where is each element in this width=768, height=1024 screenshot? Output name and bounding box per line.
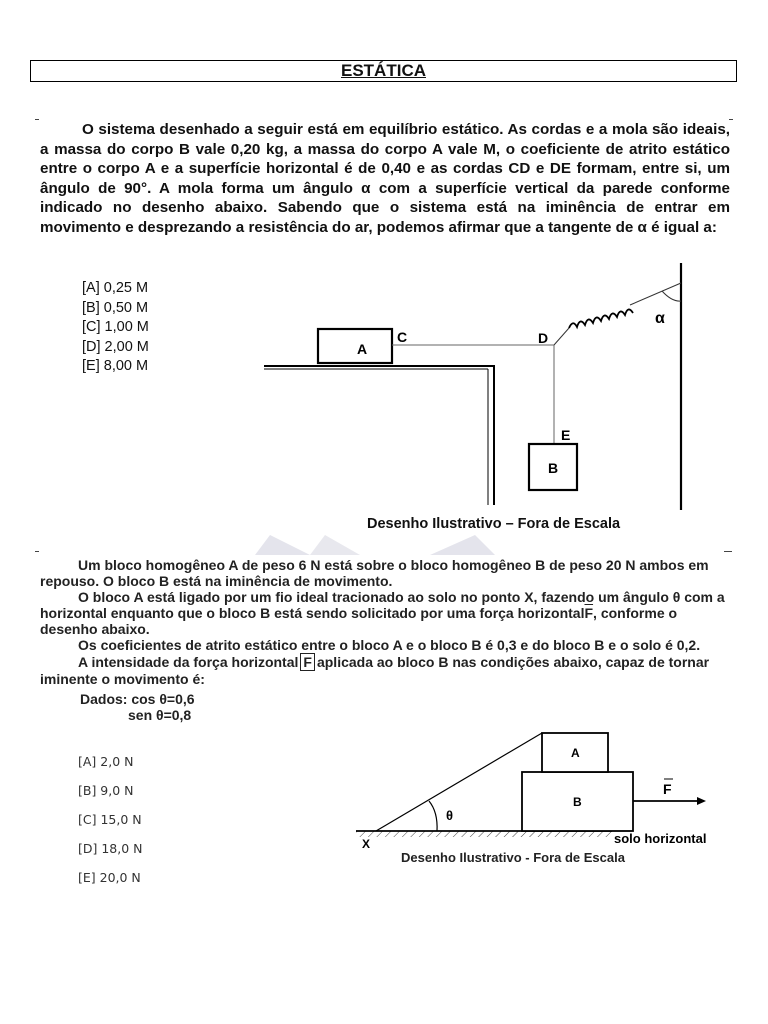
diagram-2-caption: Desenho Ilustrativo - Fora de Escala xyxy=(401,850,625,865)
question-2-text xyxy=(40,557,730,687)
dados-cos: Dados: cos θ=0,6 xyxy=(80,691,195,707)
point-e-label: E xyxy=(561,427,571,443)
option-e: [E] 8,00 M xyxy=(82,358,149,375)
force-symbol-boxed: $\overline{F}$ xyxy=(300,653,315,671)
option-e: [E] 20,0 N xyxy=(78,870,141,885)
rope-x-a xyxy=(376,733,542,831)
theta-label: θ xyxy=(446,808,454,823)
option-b: [B] 9,0 N xyxy=(78,783,134,798)
force-arrowhead xyxy=(697,797,706,805)
q2-paragraph-3: Os coeficientes de atrito estático entre o bloco A e o bloco B é 0,3 e do bloco B e o solo é 0,2. xyxy=(78,637,701,653)
q2-paragraph-1: Um bloco homogêneo A de peso 6 N está sobre o bloco homogêneo B de peso 20 N ambos em repouso. O bloco B está na iminência de movimento. xyxy=(40,557,709,589)
q2-paragraph-2a: O bloco A está ligado por um fio ideal tracionado ao solo no ponto X, fazendo um ângulo θ com a horizontal enquanto que o bloco B está sendo solicitado por uma força horizontal xyxy=(40,589,725,621)
alpha-label: α xyxy=(655,310,665,327)
spring-lead-wall xyxy=(630,283,681,305)
dados-sen: sen θ=0,8 xyxy=(128,707,192,723)
page-title: ESTÁTICA xyxy=(341,61,426,80)
ground-label: solo horizontal xyxy=(614,831,707,846)
point-x-label: X xyxy=(362,837,371,851)
option-a: [A] 0,25 M xyxy=(82,280,149,296)
question-1-body: O sistema desenhado a seguir está em equilíbrio estático. As cordas e a mola são ideais, a massa do corpo B vale 0,20 kg, a massa do corpo A vale M, o coeficiente de atrito estático entre o corpo A e a superfície horizontal é de 0,40 e as cordas CD e DE formam, entre si, um ângulo de 90°. A mola forma um ângulo α com a superfície vertical da parede conforme indicado no desenho abaixo. Sabendo que o sistema está na iminência de entrar em movimento e desprezando a resistência do ar, podemos afirmar que a tangente de α é igual a: xyxy=(40,121,730,236)
spring-coil xyxy=(569,309,633,328)
spring-lead xyxy=(554,328,569,345)
force-label: F xyxy=(663,781,672,797)
dados xyxy=(80,691,195,723)
theta-arc xyxy=(429,801,437,831)
block-a-2-label: A xyxy=(571,746,580,760)
option-d: [D] 18,0 N xyxy=(78,841,143,856)
ground-hatch xyxy=(356,831,612,837)
option-c: [C] 1,00 M xyxy=(82,319,149,336)
q2-paragraph-4b: aplicada ao bloco B nas condições abaixo, capaz de tornar iminente o movimento é: xyxy=(40,654,710,687)
option-d: [D] 2,00 M xyxy=(82,338,149,355)
diagram-1-caption: Desenho Ilustrativo – Fora de Escala xyxy=(367,516,621,532)
point-c-label: C xyxy=(397,329,408,345)
corner-mark xyxy=(724,551,732,552)
table-surface xyxy=(264,366,494,505)
block-b-2-label: B xyxy=(573,795,582,809)
option-c: [C] 15,0 N xyxy=(78,812,142,827)
corner-mark xyxy=(35,551,39,552)
block-a-label: A xyxy=(357,341,368,357)
q2-paragraph-4a: A intensidade da força horizontal xyxy=(78,654,299,670)
q2-paragraph-2b: , conforme o desenho abaixo. xyxy=(40,605,678,637)
option-a: [A] 2,0 N xyxy=(78,754,134,769)
point-d-label: D xyxy=(538,330,549,346)
force-symbol: $\overline{F}$ xyxy=(584,605,594,621)
diagram-2 xyxy=(0,720,768,860)
watermark xyxy=(250,535,510,555)
alpha-arc xyxy=(662,291,681,301)
option-b: [B] 0,50 M xyxy=(82,299,149,316)
block-b-label: B xyxy=(548,460,559,476)
block-a xyxy=(318,329,392,363)
